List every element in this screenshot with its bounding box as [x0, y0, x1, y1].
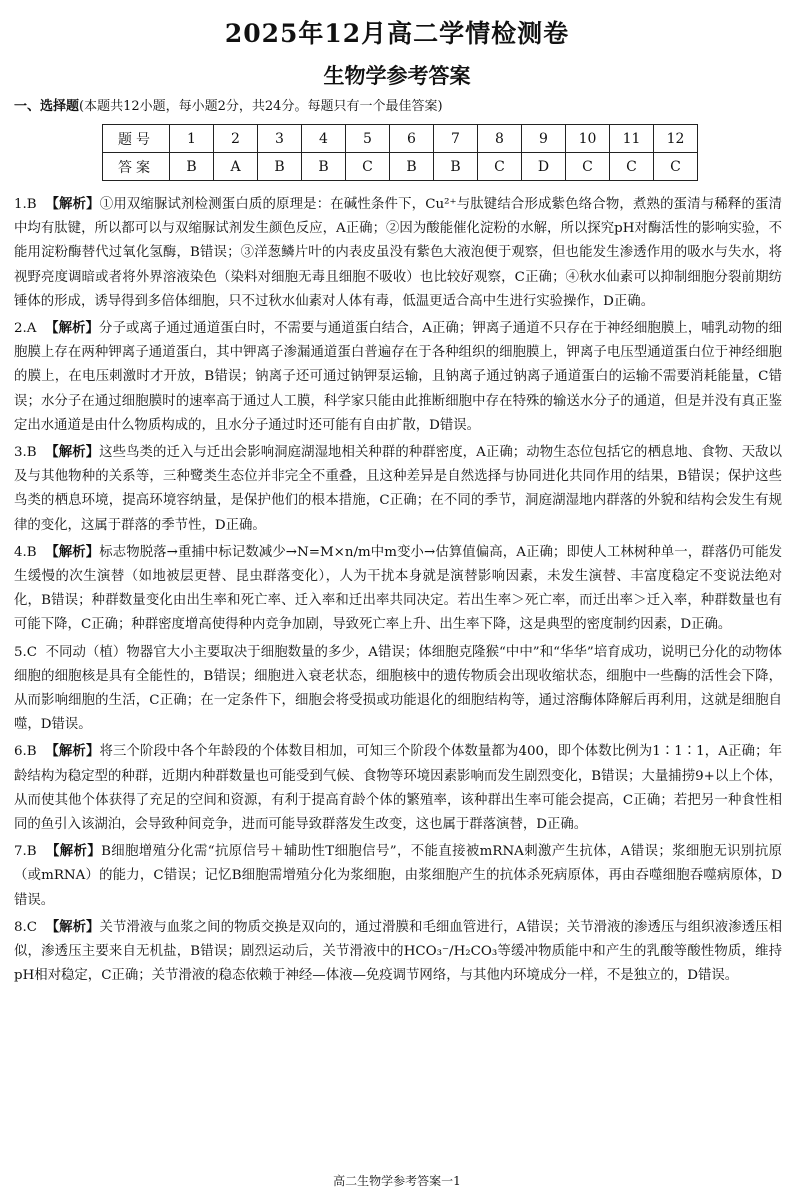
explanation-text: 分子或离子通过通道蛋白时，不需要与通道蛋白结合，A正确；钾离子通道不只存在于神经细胞膜上，哺乳动物的细胞膜上存在两种钾离子通道蛋白，其中钾离子渗漏通道蛋白普遍存在于各种组织的细胞膜上，钾离子电压型通道蛋白位于神经细胞的膜上，在电压刺激时才开放，B错误；钠离子还可通过钠钾泵运输，且钠离子通过钠离子通道蛋白的运输不需要消耗能量，C错误；水分子在通过细胞膜时的速率高于通过人工膜，科学家只能由此推断细胞中存在特殊的输送水分子的通道，但是并没有真正鉴定出水通道是由什么物质构成的，且水分子通过时还可能有自由扩散，D错误。 — [14, 321, 783, 433]
page-footer: 高二生物学参考答案一1 — [333, 1174, 461, 1188]
explanation-item — [14, 192, 782, 314]
question-number-cell: 11 — [610, 125, 654, 153]
question-number-cell: 1 — [170, 125, 214, 153]
analysis-tag: 【解析】 — [45, 196, 100, 212]
section-note: (本题共12小题，每小题2分，共24分。每题只有一个最佳答案) — [79, 99, 443, 114]
explanation-item — [14, 540, 782, 638]
answer-cell: D — [522, 153, 566, 181]
answer-row-label: 答案 — [103, 153, 170, 181]
question-number-cell: 7 — [434, 125, 478, 153]
page-title: 2025年12月高二学情检测卷 — [224, 19, 570, 48]
analysis-tag: 【解析】 — [45, 543, 100, 560]
answer-cell: C — [478, 153, 522, 181]
explanation-text: 关节滑液与血浆之间的物质交换是双向的，通过滑膜和毛细血管进行，A错误；关节滑液的渗透压与组织液渗透压相似，渗透压主要来自无机盐，B错误；剧烈运动后，关节滑液中的HCO₃⁻/H₂CO₃等缓冲物质能中和产生的乳酸等酸性物质，维持pH相对稳定，C正确；关节滑液的稳态依赖于神经—体液—免疫调节网络，与其他内环境成分一样，不是独立的，D错误。 — [14, 919, 783, 984]
explanation-text: 标志物脱落→重捕中标记数减少→N=M×n/m中m变小→估算值偏高，A正确；即使人工林树种单一，群落仍可能发生缓慢的次生演替（如地被层更替、昆虫群落变化），人为干扰本身就是演替影响因素，未发生演替、丰富度稳定不变说法绝对化，B错误；种群数量变化由出生率和死亡率、迁入率和迁出率共同决定。若出生率＞死亡率，而迁出率＞迁入率，种群数量也有可能下降，C正确；种群密度增高使得种内竞争加剧，导致死亡率上升、出生率下降，这是典型的密度制约因素，D正确。 — [14, 544, 783, 633]
number-row-label: 题号 — [103, 125, 170, 153]
analysis-tag: 【解析】 — [45, 320, 99, 337]
explanation-text: B细胞增殖分化需“抗原信号＋辅助性T细胞信号”，不能直接被mRNA刺激产生抗体，A错误；浆细胞无识别抗原（或mRNA）的能力，C错误；记忆B细胞需增殖分化为浆细胞，由浆细胞产生的抗体杀死病原体，再由吞噬细胞吞噬病原体，D错误。 — [14, 844, 783, 908]
answer-cell: C — [654, 153, 698, 181]
question-answer: 6.B — [14, 744, 37, 760]
explanation-item — [14, 640, 782, 738]
explanation-item — [14, 839, 782, 913]
explanation-text: ①用双缩脲试剂检测蛋白质的原理是：在碱性条件下，Cu²⁺与肽键结合形成紫色络合物，煮熟的蛋清与稀释的蛋清中均有肽键，所以都可以与双缩脲试剂发生颜色反应，A正确；②因为酸能催化淀粉的水解，所以探究pH对酶活性的影响实验，不能用淀粉酶替代过氧化氢酶，B错误；③洋葱鳞片叶的内表皮虽没有紫色大液泡便于观察，但也能发生渗透作用的吸水与失水，将视野亮度调暗或者将外界溶液染色（染料对细胞无毒且细胞不吸收）也比较好观察，C正确；④秋水仙素可以抑制细胞分裂前期纺锤体的形成，诱导得到多倍体细胞，只不过秋水仙素对人体有毒，低温更适合高中生进行实验操作，D正确。 — [14, 197, 782, 309]
explanation-item — [14, 440, 782, 538]
question-number-cell: 6 — [390, 125, 434, 153]
analysis-tag: 【解析】 — [45, 743, 100, 760]
question-answer: 2.A — [14, 321, 37, 337]
question-number-cell: 9 — [522, 125, 566, 153]
question-number-cell: 2 — [214, 125, 258, 153]
question-answer: 8.C — [14, 919, 38, 935]
section-heading — [14, 95, 784, 114]
question-number-cell: 4 — [302, 125, 346, 153]
question-number-cell: 3 — [258, 125, 302, 153]
section-label: 一、选择题 — [14, 99, 80, 114]
question-number-cell: 12 — [654, 125, 698, 153]
question-number-cell: 10 — [566, 125, 610, 153]
explanation-item — [14, 739, 782, 837]
answer-cell: B — [170, 153, 214, 181]
answer-cell: C — [346, 153, 390, 181]
answer-cell: B — [258, 153, 302, 181]
answer-cell: B — [390, 153, 434, 181]
answer-table — [102, 124, 698, 181]
answer-table-number-row — [103, 125, 698, 153]
explanation-text: 将三个阶段中各个年龄段的个体数目相加，可知三个阶段个体数量都为400，即个体数比例为1∶1∶1，A正确；年龄结构为稳定型的种群，近期内种群数量也可能受到气候、食物等环境因素影响而发生剧烈变化，B错误；大量捕捞9+以上个体，从而使其他个体获得了充足的空间和资源，有利于提高育龄个体的繁殖率，该种群出生率可能会提高，C正确；若把另一种食性相同的鱼引入该湖泊，会导致种间竞争，进而可能导致群落发生改变，这也属于群落演替，D正确。 — [14, 744, 782, 833]
explanations — [14, 192, 782, 991]
answer-cell: B — [302, 153, 346, 181]
answer-cell: B — [434, 153, 478, 181]
analysis-tag: 【解析】 — [45, 843, 102, 860]
explanation-item — [14, 316, 782, 438]
question-number-cell: 5 — [346, 125, 390, 153]
answer-table-answer-row — [103, 153, 698, 181]
page-subtitle: 生物学参考答案 — [323, 63, 471, 88]
question-answer: 4.B — [14, 544, 37, 560]
question-answer: 7.B — [14, 844, 37, 860]
answer-cell: A — [214, 153, 258, 181]
question-answer: 3.B — [14, 445, 37, 461]
answer-cell: C — [566, 153, 610, 181]
explanation-text: 这些鸟类的迁入与迁出会影响洞庭湖湿地相关种群的种群密度，A正确；动物生态位包括它的栖息地、食物、天敌以及与其他物种的关系等，三种鹭类生态位并非完全不重叠，且这种差异是自然选择与协同进化共同作用的结果，B错误；保护这些鸟类的栖息环境，提高环境容纳量，是保护他们的根本措施，C正确；在不同的季节，洞庭湖湿地内群落的外貌和结构会发生有规律的变化，这属于群落的季节性，D正确。 — [14, 445, 783, 533]
question-number-cell: 8 — [478, 125, 522, 153]
analysis-tag: 【解析】 — [45, 918, 100, 935]
explanation-item — [14, 915, 782, 989]
question-answer: 1.B — [14, 197, 37, 212]
answer-cell: C — [610, 153, 654, 181]
explanation-text: 不同动（植）物器官大小主要取决于细胞数量的多少，A错误；体细胞克隆猴“中中”和“华华”培育成功，说明已分化的动物体细胞的细胞核是具有全能性的，B错误；细胞进入衰老状态，细胞核中的遗传物质会出现收缩状态，细胞中一些酶的活性会下降，从而影响细胞的生活，C正确；在一定条件下，细胞会将受损或功能退化的细胞结构等，通过溶酶体降解后再利用，这就是细胞自噬，D错误。 — [14, 644, 782, 733]
analysis-tag: 【解析】 — [45, 444, 100, 461]
question-answer: 5.C — [14, 644, 38, 660]
